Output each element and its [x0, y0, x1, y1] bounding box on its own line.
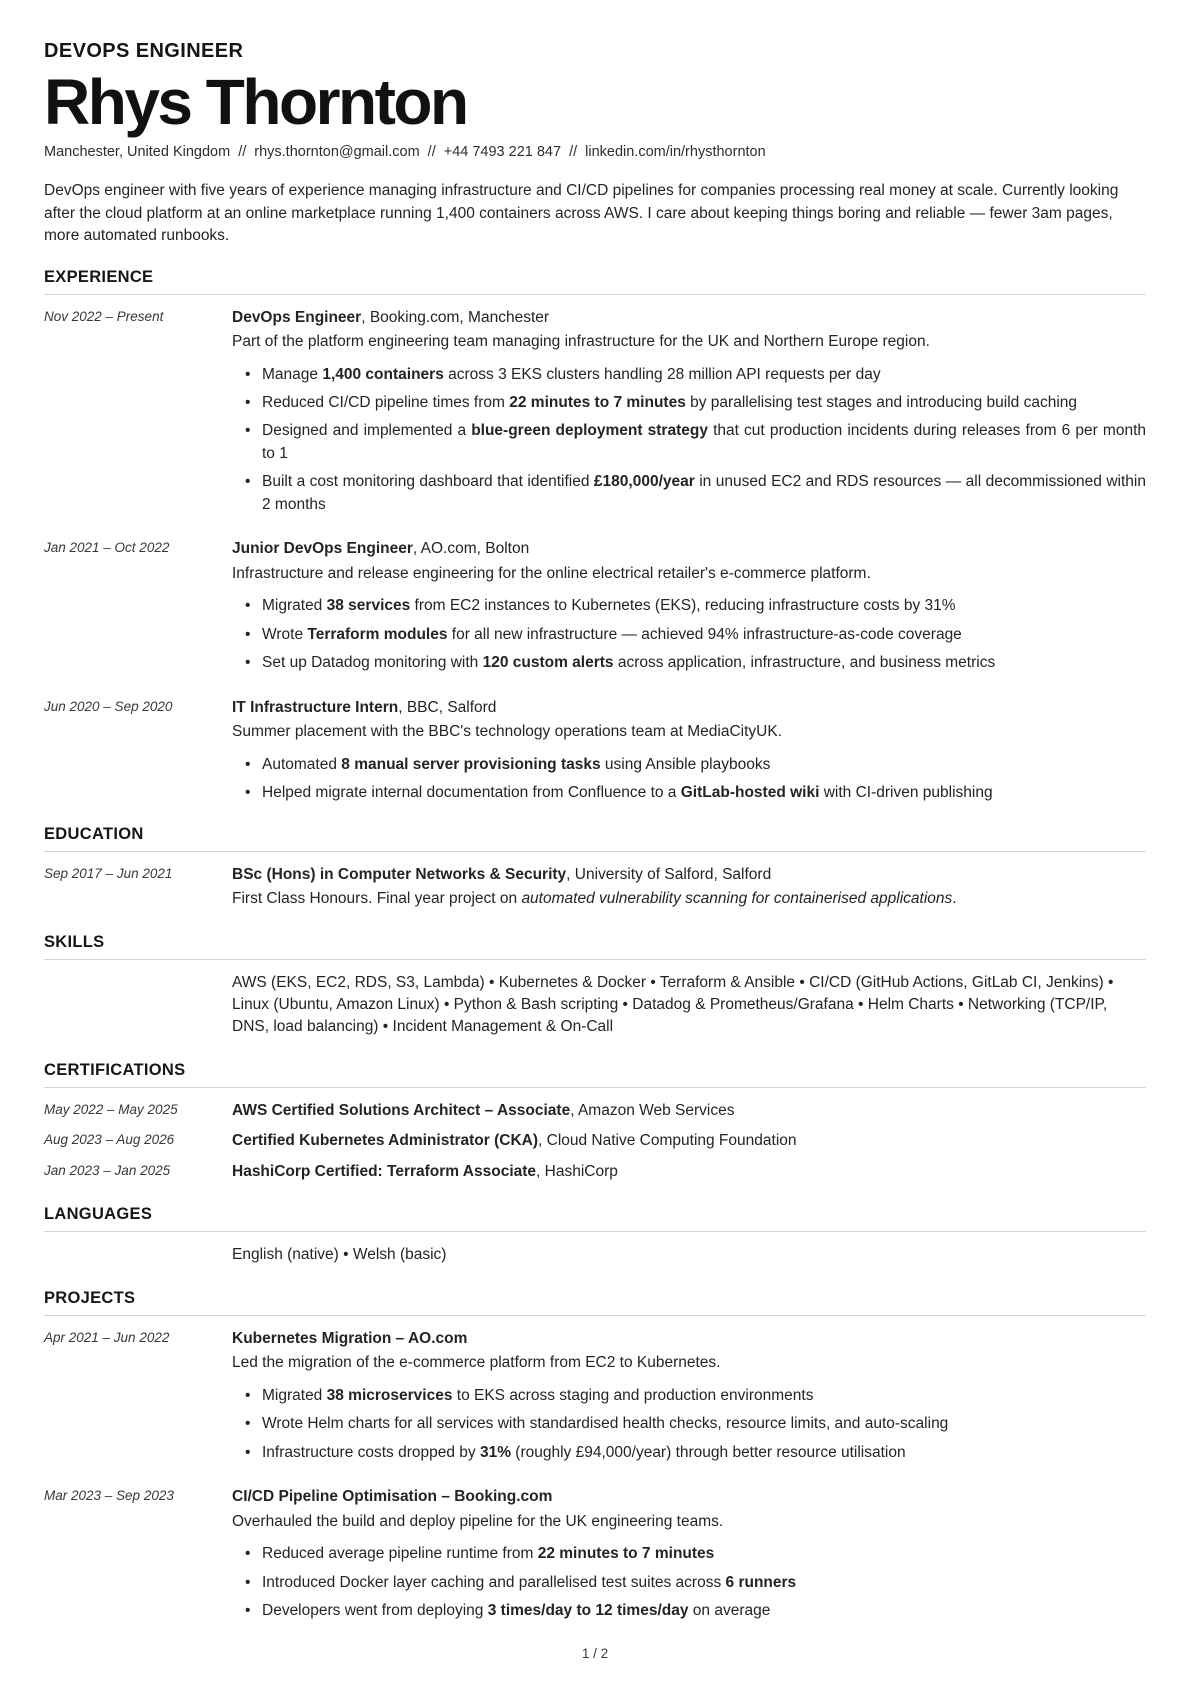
section-divider: [44, 294, 1146, 295]
text-run: Infrastructure and release engineering for the online electrical retailer's e-commerce platform.: [232, 564, 871, 582]
entry-body: [232, 1100, 1146, 1124]
entry-line: [232, 888, 1146, 910]
contact-phone: +44 7493 221 847: [443, 144, 562, 161]
entry: [44, 1486, 1146, 1622]
bullet-item: [232, 782, 1146, 804]
entry-bullets: [232, 1543, 1146, 1622]
entry-line: [232, 563, 1146, 585]
text-run: , AO.com, Bolton: [412, 540, 530, 558]
text-run: DevOps Engineer: [232, 308, 362, 326]
entry: [44, 538, 1146, 674]
text-run: 22 minutes to 7 minutes: [537, 1545, 715, 1563]
text-run: across application, infrastructure, and business metrics: [613, 654, 996, 672]
entry-line: [232, 1352, 1146, 1374]
text-run: by parallelising test stages and introducing build caching: [685, 394, 1078, 411]
bullet-item: [232, 471, 1146, 516]
bullet-item: [232, 1572, 1146, 1594]
entry: [44, 1161, 1146, 1185]
role-label: DEVOPS ENGINEER: [44, 40, 244, 62]
text-run: Overhauled the build and deploy pipeline for the UK engineering teams.: [232, 1512, 724, 1530]
text-run: Migrated: [262, 1386, 327, 1404]
text-run: Automated: [262, 755, 342, 773]
entry-bullets: [232, 1385, 1146, 1464]
text-run: Certified Kubernetes Administrator (CKA): [232, 1132, 539, 1150]
entry-date: [44, 972, 232, 1041]
text-run: First Class Honours. Final year project on: [232, 890, 522, 908]
bullet-item: [232, 1442, 1146, 1464]
text-run: 1,400 containers: [322, 365, 444, 383]
text-run: Built a cost monitoring dashboard that identified: [262, 473, 594, 491]
section-entries: [44, 307, 1146, 805]
section-divider: [44, 959, 1146, 960]
text-run: £180,000/year: [593, 473, 695, 491]
text-run: Summer placement with the BBC's technology operations team at MediaCityUK.: [232, 723, 783, 741]
text-run: automated vulnerability scanning for containerised applications: [521, 890, 953, 908]
text-run: , University of Salford, Salford: [566, 865, 772, 883]
entry-body: [232, 1161, 1146, 1185]
entry-bullets: [232, 595, 1146, 674]
entry-line: [232, 1328, 1146, 1350]
bullet-item: [232, 1385, 1146, 1407]
text-run: GitLab-hosted wiki: [680, 784, 820, 802]
text-run: IT Infrastructure Intern: [232, 698, 399, 716]
text-run: Migrated: [262, 597, 327, 615]
text-run: , HashiCorp: [536, 1162, 618, 1180]
section-languages: [44, 1205, 1146, 1268]
bullet-item: [232, 624, 1146, 646]
text-run: .: [952, 890, 957, 908]
section-entries: [44, 1244, 1146, 1268]
contact-email: rhys.thornton@gmail.com: [254, 144, 420, 161]
section-title: PROJECTS: [44, 1288, 136, 1307]
entry-line: [232, 1511, 1146, 1533]
entry-line: [232, 1161, 1146, 1183]
entry-date: Aug 2023 – Aug 2026: [44, 1132, 175, 1148]
person-name: Rhys Thornton: [44, 66, 467, 138]
section-divider: [44, 1087, 1146, 1088]
entry-line: [232, 1486, 1146, 1508]
text-run: HashiCorp Certified: Terraform Associate: [232, 1162, 537, 1180]
text-run: CI/CD Pipeline Optimisation – Booking.com: [232, 1488, 553, 1506]
entry-date: Jun 2020 – Sep 2020: [44, 698, 173, 714]
summary-paragraph: DevOps engineer with five years of experience managing infrastructure and CI/CD pipelines for companies processing real money at scale. Currently looking after the cloud platform at an online marketplace running 1,400 containers across AWS. I care about keeping things boring and reliable — fewer 3am pages, more automated runbooks.: [44, 182, 1119, 245]
bullet-item: [232, 595, 1146, 617]
bullet-item: [232, 1543, 1146, 1565]
entry-date: Nov 2022 – Present: [44, 308, 164, 324]
bullet-item: [232, 652, 1146, 674]
text-run: English (native) • Welsh (basic): [232, 1246, 447, 1264]
entry: [44, 1244, 1146, 1268]
text-run: with CI-driven publishing: [819, 784, 993, 802]
text-run: , Booking.com, Manchester: [361, 308, 550, 326]
section-title: CERTIFICATIONS: [44, 1060, 186, 1079]
section-entries: [44, 1328, 1146, 1623]
section-entries: [44, 864, 1146, 913]
entry-date: May 2022 – May 2025: [44, 1101, 178, 1117]
entry-line: [232, 1100, 1146, 1122]
contact-separator: //: [569, 144, 578, 161]
entry-body: [232, 864, 1146, 913]
text-run: 38 microservices: [326, 1386, 453, 1404]
bullet-item: [232, 754, 1146, 776]
contact-location: Manchester, United Kingdom: [44, 144, 231, 161]
text-run: Part of the platform engineering team managing infrastructure for the UK and Northern Europe region.: [232, 333, 930, 351]
text-run: for all new infrastructure — achieved 94% infrastructure-as-code coverage: [447, 625, 962, 643]
entry-body: [232, 307, 1146, 517]
text-run: Reduced average pipeline runtime from: [262, 1545, 538, 1563]
entry-body: [232, 697, 1146, 805]
entry-date: Jan 2023 – Jan 2025: [44, 1162, 171, 1178]
entry: [44, 1100, 1146, 1124]
entry-body: [232, 1328, 1146, 1464]
page-number: 1 / 2: [581, 1646, 609, 1661]
section-certifications: [44, 1061, 1146, 1185]
section-divider: [44, 851, 1146, 852]
section-skills: [44, 933, 1146, 1041]
resume-header: [44, 40, 1146, 248]
text-run: Junior DevOps Engineer: [232, 540, 413, 558]
section-title: EDUCATION: [44, 824, 144, 843]
entry: [44, 1328, 1146, 1464]
entry-line: [232, 331, 1146, 353]
text-run: across 3 EKS clusters handling 28 million API requests per day: [443, 365, 881, 383]
entry-line: [232, 538, 1146, 560]
entry-body: [232, 1130, 1146, 1154]
text-run: Led the migration of the e-commerce platform from EC2 to Kubernetes.: [232, 1354, 721, 1372]
text-run: to EKS across staging and production environments: [452, 1386, 814, 1404]
text-run: Helped migrate internal documentation from Confluence to a: [262, 784, 681, 802]
section-projects: [44, 1289, 1146, 1623]
entry: [44, 307, 1146, 517]
section-title: LANGUAGES: [44, 1205, 153, 1224]
contact-linkedin: linkedin.com/in/rhysthornton: [585, 144, 766, 161]
entry-date: Apr 2021 – Jun 2022: [44, 1329, 170, 1345]
bullet-item: [232, 392, 1146, 414]
text-run: 38 services: [326, 597, 411, 615]
entry-bullets: [232, 754, 1146, 805]
text-run: Introduced Docker layer caching and parallelised test suites across: [262, 1573, 726, 1591]
text-run: blue-green deployment strategy: [471, 422, 708, 440]
section-entries: [44, 972, 1146, 1041]
text-run: 120 custom alerts: [482, 654, 614, 672]
entry-line: [232, 864, 1146, 886]
text-run: 22 minutes to 7 minutes: [509, 394, 686, 411]
bullet-item: [232, 1600, 1146, 1622]
entry-line: [232, 307, 1146, 329]
text-run: Manage: [262, 365, 323, 383]
text-run: Set up Datadog monitoring with: [262, 654, 483, 672]
contact-line: [44, 144, 1146, 160]
text-run: , Cloud Native Computing Foundation: [538, 1132, 797, 1150]
text-run: from EC2 instances to Kubernetes (EKS), reducing infrastructure costs by 31%: [410, 597, 956, 615]
text-run: , Amazon Web Services: [570, 1101, 735, 1119]
bullet-item: [232, 420, 1146, 465]
text-run: Kubernetes Migration – AO.com: [232, 1329, 468, 1347]
entry-body: [232, 1486, 1146, 1622]
text-run: 3 times/day to 12 times/day: [487, 1602, 689, 1619]
text-run: Terraform modules: [307, 625, 448, 643]
text-run: 8 manual server provisioning tasks: [341, 755, 601, 773]
entry-line: [232, 697, 1146, 719]
contact-separator: //: [238, 144, 247, 161]
text-run: AWS Certified Solutions Architect – Associate: [232, 1101, 571, 1119]
entry: [44, 972, 1146, 1041]
text-run: , BBC, Salford: [398, 698, 497, 716]
section-title: EXPERIENCE: [44, 267, 154, 286]
entry: [44, 1130, 1146, 1154]
text-run: on average: [688, 1602, 771, 1619]
text-run: Infrastructure costs dropped by: [262, 1443, 480, 1461]
section-title: SKILLS: [44, 932, 105, 951]
resume-sections: [44, 268, 1146, 1623]
text-run: BSc (Hons) in Computer Networks & Security: [232, 865, 567, 883]
text-run: Reduced CI/CD pipeline times from: [262, 394, 510, 411]
section-divider: [44, 1315, 1146, 1316]
entry-line: [232, 972, 1146, 1039]
entry-date: Sep 2017 – Jun 2021: [44, 865, 173, 881]
entry-line: [232, 721, 1146, 743]
text-run: that cut production incidents during releases from 6 per month to 1: [262, 422, 1146, 462]
text-run: 31%: [479, 1443, 511, 1461]
entry-line: [232, 1244, 1146, 1266]
text-run: AWS (EKS, EC2, RDS, S3, Lambda) • Kubernetes & Docker • Terraform & Ansible • CI/CD (GitHub Actions, GitLab CI, Jenkins) • Linux (Ubuntu, Amazon Linux) • Python & Bash scripting • Datadog & Prometheus/Grafana • Helm Charts • Networking (TCP/IP, DNS, load balancing) • Incident Management & On-Call: [232, 973, 1114, 1036]
bullet-item: [232, 364, 1146, 386]
text-run: in unused EC2 and RDS resources — all decommissioned within 2 months: [262, 473, 1146, 513]
text-run: Wrote Helm charts for all services with standardised health checks, resource limits, and auto-scaling: [262, 1415, 949, 1433]
entry-date: Mar 2023 – Sep 2023: [44, 1488, 174, 1504]
section-divider: [44, 1231, 1146, 1232]
text-run: 6 runners: [725, 1573, 797, 1591]
entry-body: [232, 538, 1146, 674]
entry-body: [232, 1244, 1146, 1268]
section-education: [44, 825, 1146, 913]
entry: [44, 697, 1146, 805]
entry: [44, 864, 1146, 913]
entry-date: Jan 2021 – Oct 2022: [44, 540, 170, 556]
entry-line: [232, 1130, 1146, 1152]
section-experience: [44, 268, 1146, 805]
text-run: Wrote: [262, 625, 308, 643]
text-run: using Ansible playbooks: [600, 755, 771, 773]
entry-date: [44, 1244, 232, 1268]
bullet-item: [232, 1413, 1146, 1435]
contact-separator: //: [427, 144, 436, 161]
entry-bullets: [232, 364, 1146, 517]
text-run: (roughly £94,000/year) through better resource utilisation: [511, 1443, 906, 1461]
text-run: Designed and implemented a: [262, 422, 472, 440]
section-entries: [44, 1100, 1146, 1185]
entry-body: [232, 972, 1146, 1041]
text-run: Developers went from deploying: [262, 1602, 488, 1619]
